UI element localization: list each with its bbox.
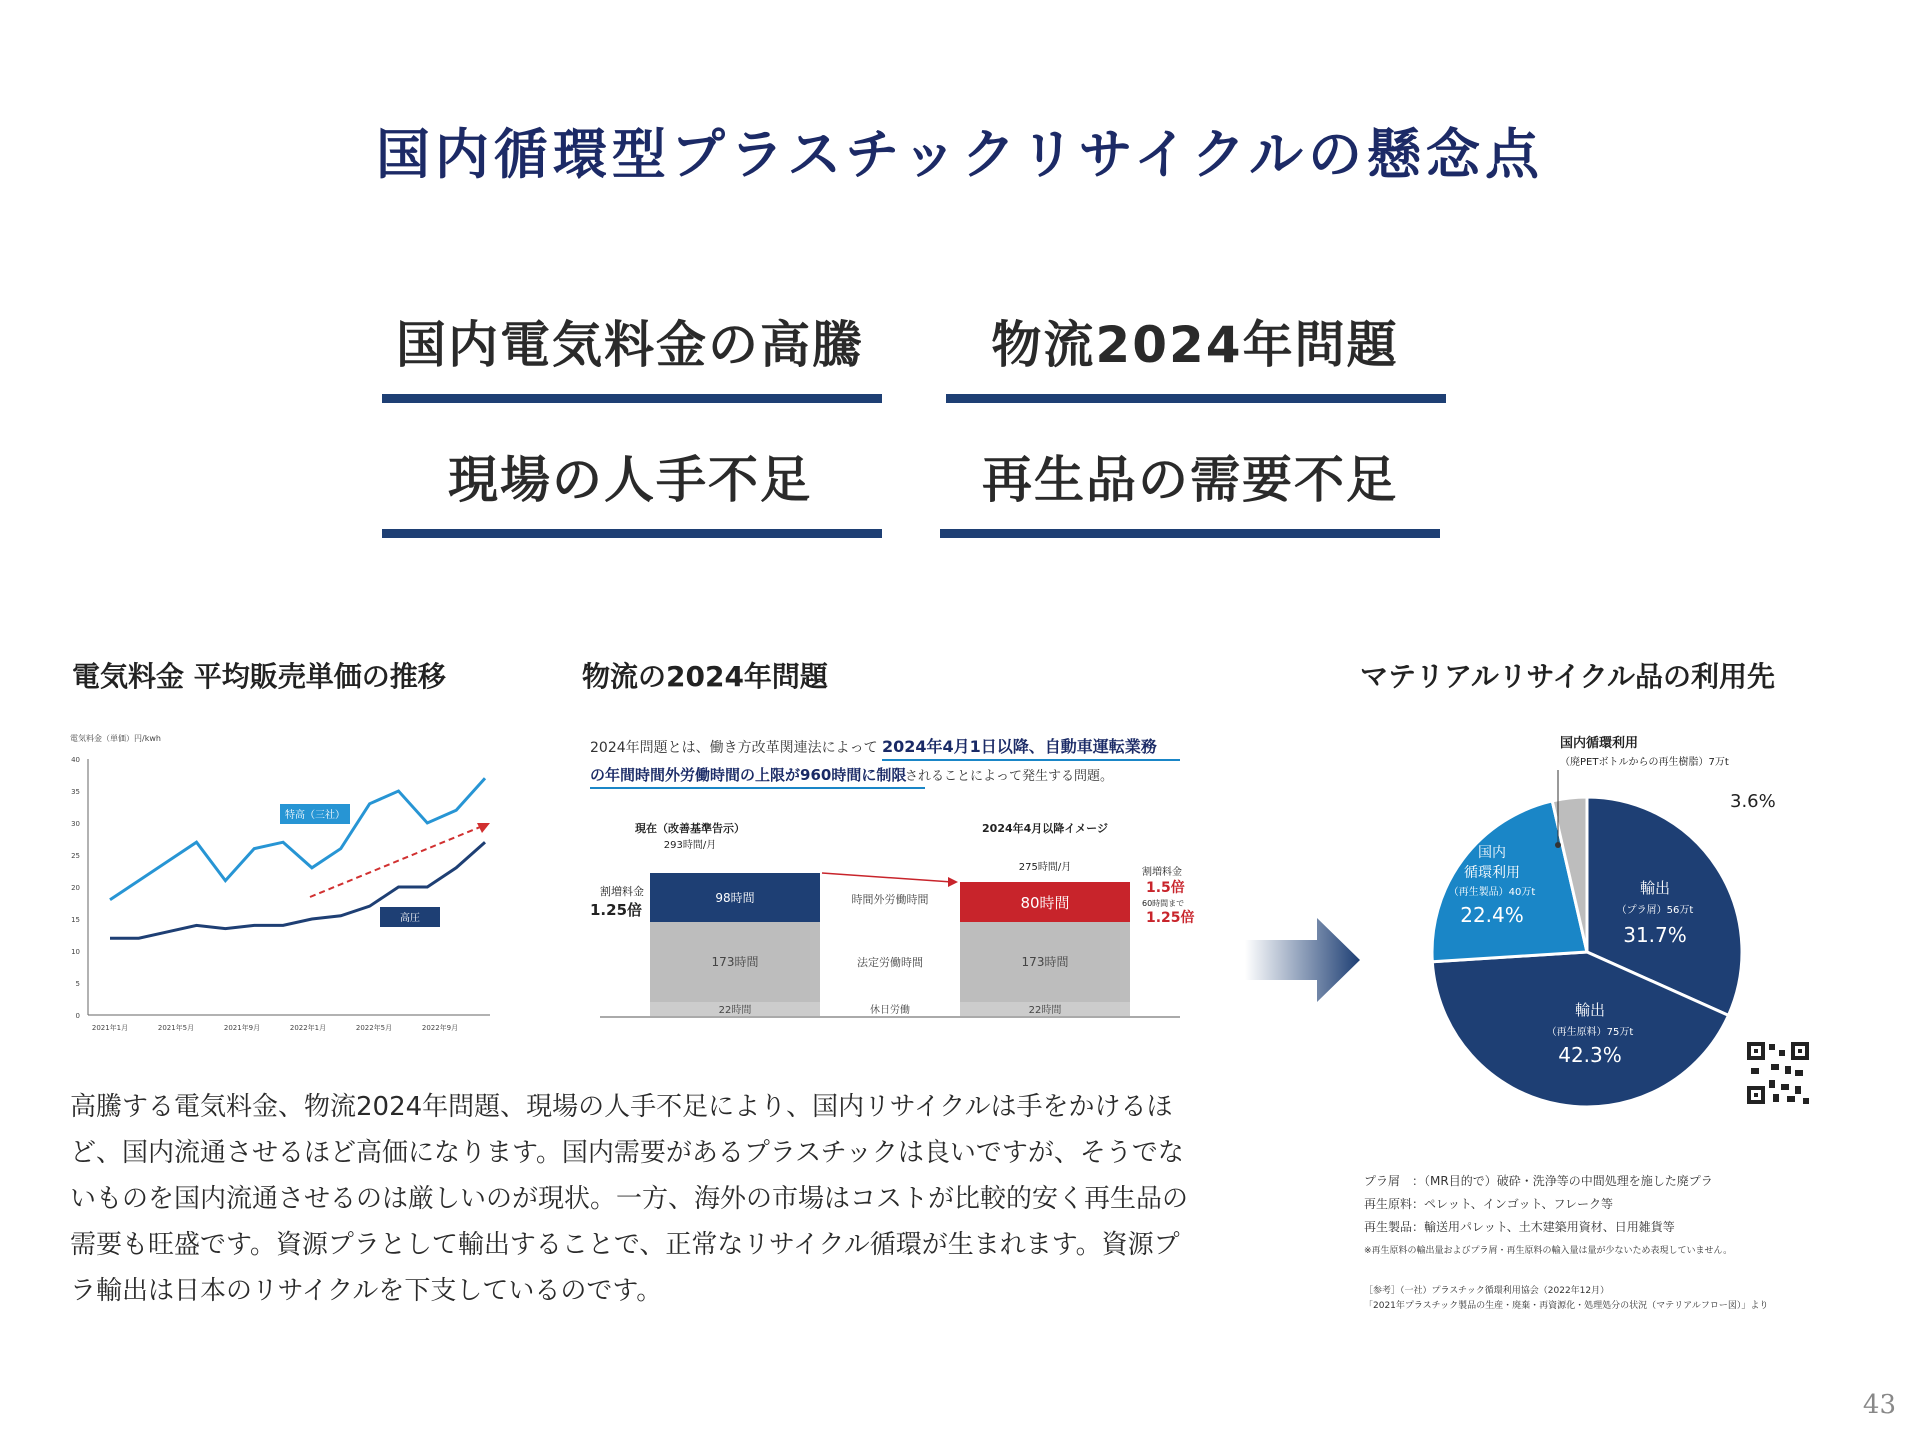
y-tick-label: 10 — [71, 948, 80, 956]
legend-koatsu-label: 高圧 — [400, 913, 420, 924]
mid-holiday-label: 休日労働 — [870, 1005, 910, 1016]
x-tick-label: 2022年9月 — [421, 1024, 459, 1032]
y-tick-label: 25 — [71, 852, 80, 860]
page-title: 国内循環型プラスチックリサイクルの懸念点 — [375, 123, 1545, 186]
y-tick-label: 35 — [71, 788, 80, 796]
pie-export-a-1: 輸出 — [1639, 879, 1671, 897]
concern-underline — [940, 529, 1440, 538]
electricity-heading: 電気料金 平均販売単価の推移 — [72, 660, 446, 693]
concern-demand: 再生品の需要不足 — [982, 451, 1398, 509]
y-tick-label: 20 — [71, 884, 80, 892]
pie-export-b-pct: 42.3% — [1558, 1043, 1622, 1067]
bar-after-base-label: 173時間 — [1021, 955, 1069, 969]
x-tick-label: 2022年5月 — [355, 1024, 393, 1032]
right-rate-b: 1.5倍 — [1146, 880, 1185, 896]
logistics-desc-1a: 2024年問題とは、働き方改革関連法によって — [590, 740, 878, 756]
y-tick-label: 0 — [75, 1012, 80, 1020]
pie-note-3: 再生製品：輸送用パレット、土木建築用資材、日用雑貨等 — [1364, 1220, 1675, 1234]
qr-code-icon — [1745, 1040, 1811, 1106]
transition-arrow — [948, 877, 958, 887]
pie-top-label-1: 国内循環利用 — [1560, 736, 1639, 751]
pie-export-b-2: （再生原料）75万t — [1546, 1027, 1634, 1038]
pie-leader-dot — [1555, 842, 1561, 848]
bar-after-holiday-label: 22時間 — [1028, 1005, 1062, 1016]
pie-export-b-1: 輸出 — [1574, 1001, 1606, 1019]
page-number: 43 — [1862, 1390, 1896, 1420]
legend-tokko-label: 特高（三社） — [285, 810, 345, 821]
pie-domestic-3: （再生製品）40万t — [1448, 887, 1536, 898]
pie-note-1: プラ屑 ：（MR目的で）破砕・洗浄等の中間処理を施した廃プラ — [1364, 1174, 1713, 1188]
x-tick-label: 2021年9月 — [223, 1024, 261, 1032]
transition-line — [822, 873, 952, 882]
pie-reference-1: ［参考］（一社）プラスチック循環利用協会（2022年12月） — [1364, 1286, 1610, 1296]
right-rate-a: 割増料金 — [1142, 867, 1182, 878]
logistics-desc-1b: 2024年4月1日以降、自動車運転業務 — [882, 737, 1157, 756]
after-title: 2024年4月以降イメージ — [982, 822, 1108, 835]
pie-note-4: ※再生原料の輸出量およびプラ屑・再生原料の輸入量は量が少ないため表現していません。 — [1364, 1246, 1733, 1256]
pie-domestic-1: 国内 — [1478, 845, 1506, 861]
flow-arrow-icon — [1245, 910, 1365, 1010]
pie-reference-2: 「2021年プラスチック製品の生産・廃棄・再資源化・処理処分の状況（マテリアルフロー図）」より — [1364, 1301, 1769, 1311]
concern-labor: 現場の人手不足 — [448, 451, 812, 509]
now-title: 現在（改善基準告示） — [635, 822, 745, 835]
series-line-tokko — [110, 778, 485, 900]
material-heading: マテリアルリサイクル品の利用先 — [1360, 660, 1775, 693]
mid-base-label: 法定労働時間 — [857, 956, 923, 969]
chart-unit-label: 電気料金（単価）円/kwh — [70, 734, 161, 743]
y-tick-label: 40 — [71, 756, 80, 764]
pie-top-label-2: （廃PETボトルからの再生樹脂）7万t — [1560, 757, 1729, 768]
after-total: 275時間/月 — [1018, 862, 1072, 873]
concern-electricity: 国内電気料金の高騰 — [396, 316, 864, 374]
pie-export-a-2: （プラ屑）56万t — [1616, 905, 1694, 916]
concern-underline — [946, 394, 1446, 403]
logistics-desc-2b: されることによって発生する問題。 — [905, 769, 1114, 784]
left-rate-b: 1.25倍 — [590, 901, 643, 919]
concern-logistics: 物流2024年問題 — [991, 316, 1399, 374]
bar-now-overtime-label: 98時間 — [715, 891, 755, 905]
logistics-heading: 物流の2024年問題 — [582, 660, 828, 693]
right-rate-d: 1.25倍 — [1146, 910, 1195, 926]
material-pie-chart — [1380, 725, 1820, 1145]
pie-top-pct: 3.6% — [1730, 791, 1776, 812]
x-tick-label: 2022年1月 — [289, 1024, 327, 1032]
bar-after-overtime-label: 80時間 — [1020, 894, 1070, 912]
logistics-desc-2a: の年間時間外労働時間の上限が960時間に制限 — [590, 766, 907, 784]
concern-underline — [382, 529, 882, 538]
pie-note-2: 再生原料：ペレット、インゴット、フレーク等 — [1364, 1197, 1614, 1211]
mid-overtime-label: 時間外労働時間 — [851, 893, 929, 906]
body-paragraph: 高騰する電気料金、物流2024年問題、現場の人手不足により、国内リサイクルは手をかけるほど、国内流通させるほど高価になります。国内需要があるプラスチックは良いですが、そうでないものを国内流通させるのは厳しいのが現状。一方、海外の市場はコストが比較的安く再生品の需要も旺盛です。資源プラとして輸出することで、正常なリサイクル循環が生まれます。資源プラ輸出は日本のリサイクルを下支しているのです。 — [70, 1092, 1189, 1306]
pie-export-a-pct: 31.7% — [1623, 923, 1687, 947]
right-rate-c: 60時間まで — [1142, 899, 1185, 908]
bar-now-base-label: 173時間 — [711, 955, 759, 969]
logistics-bar-chart — [580, 730, 1200, 1020]
left-rate-a: 割増料金 — [600, 885, 644, 898]
bar-now-holiday-label: 22時間 — [718, 1005, 752, 1016]
y-tick-label: 30 — [71, 820, 80, 828]
concern-underline — [382, 394, 882, 403]
x-tick-label: 2021年5月 — [157, 1024, 195, 1032]
electricity-line-chart — [60, 725, 500, 1040]
pie-domestic-pct: 22.4% — [1460, 903, 1524, 927]
now-total: 293時間/月 — [663, 840, 717, 851]
x-tick-label: 2021年1月 — [91, 1024, 129, 1032]
y-tick-label: 5 — [75, 980, 80, 988]
pie-domestic-2: 循環利用 — [1464, 865, 1520, 881]
y-tick-label: 15 — [71, 916, 80, 924]
